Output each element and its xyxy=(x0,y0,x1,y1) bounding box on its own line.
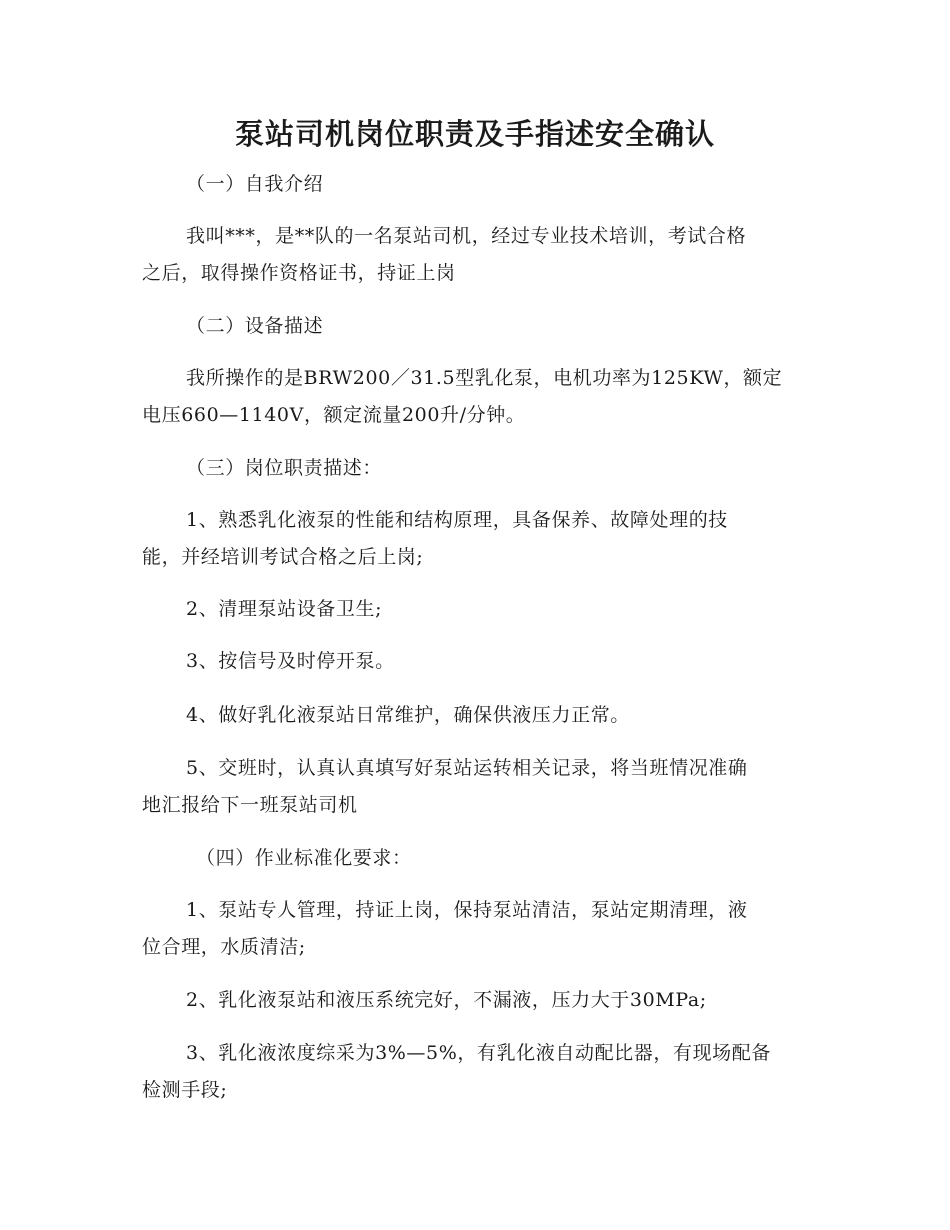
paragraph-line: 2、乳化液泵站和液压系统完好，不漏液，压力大于30MPa; xyxy=(186,989,707,1011)
paragraph-line: 我叫***，是**队的一名泵站司机，经过专业技术培训，考试合格 xyxy=(186,225,747,247)
section-heading-4: （四）作业标准化要求： xyxy=(196,847,412,869)
paragraph-line: 3、按信号及时停开泵。 xyxy=(186,650,395,672)
paragraph-line: 我所操作的是BRW200／31.5型乳化泵，电机功率为125KW，额定 xyxy=(186,367,783,389)
paragraph-line: 电压660—1140V，额定流量200升/分钟。 xyxy=(142,404,526,426)
document-title: 泵站司机岗位职责及手指述安全确认 xyxy=(234,117,715,151)
paragraph-line: 1、泵站专人管理，持证上岗，保持泵站清洁，泵站定期清理，液 xyxy=(186,899,748,921)
section-heading-2: （二）设备描述 xyxy=(186,315,324,337)
paragraph-line: 检测手段; xyxy=(142,1079,228,1101)
paragraph-line: 2、清理泵站设备卫生; xyxy=(186,598,383,620)
section-heading-1: （一）自我介绍 xyxy=(186,173,324,195)
paragraph-line: 位合理，水质清洁; xyxy=(142,936,306,958)
paragraph-line: 1、熟悉乳化液泵的性能和结构原理，具备保养、故障处理的技 xyxy=(186,509,728,531)
paragraph-line: 5、交班时，认真认真填写好泵站运转相关记录，将当班情况准确 xyxy=(186,757,748,779)
paragraph-line: 3、乳化液浓度综采为3%—5%，有乳化液自动配比器，有现场配备 xyxy=(186,1042,771,1064)
paragraph-line: 4、做好乳化液泵站日常维护，确保供液压力正常。 xyxy=(186,704,630,726)
paragraph-line: 之后，取得操作资格证书，持证上岗 xyxy=(142,262,456,284)
paragraph-line: 地汇报给下一班泵站司机 xyxy=(142,794,358,816)
section-heading-3: （三）岗位职责描述： xyxy=(186,457,383,479)
paragraph-line: 能，并经培训考试合格之后上岗; xyxy=(142,546,424,568)
